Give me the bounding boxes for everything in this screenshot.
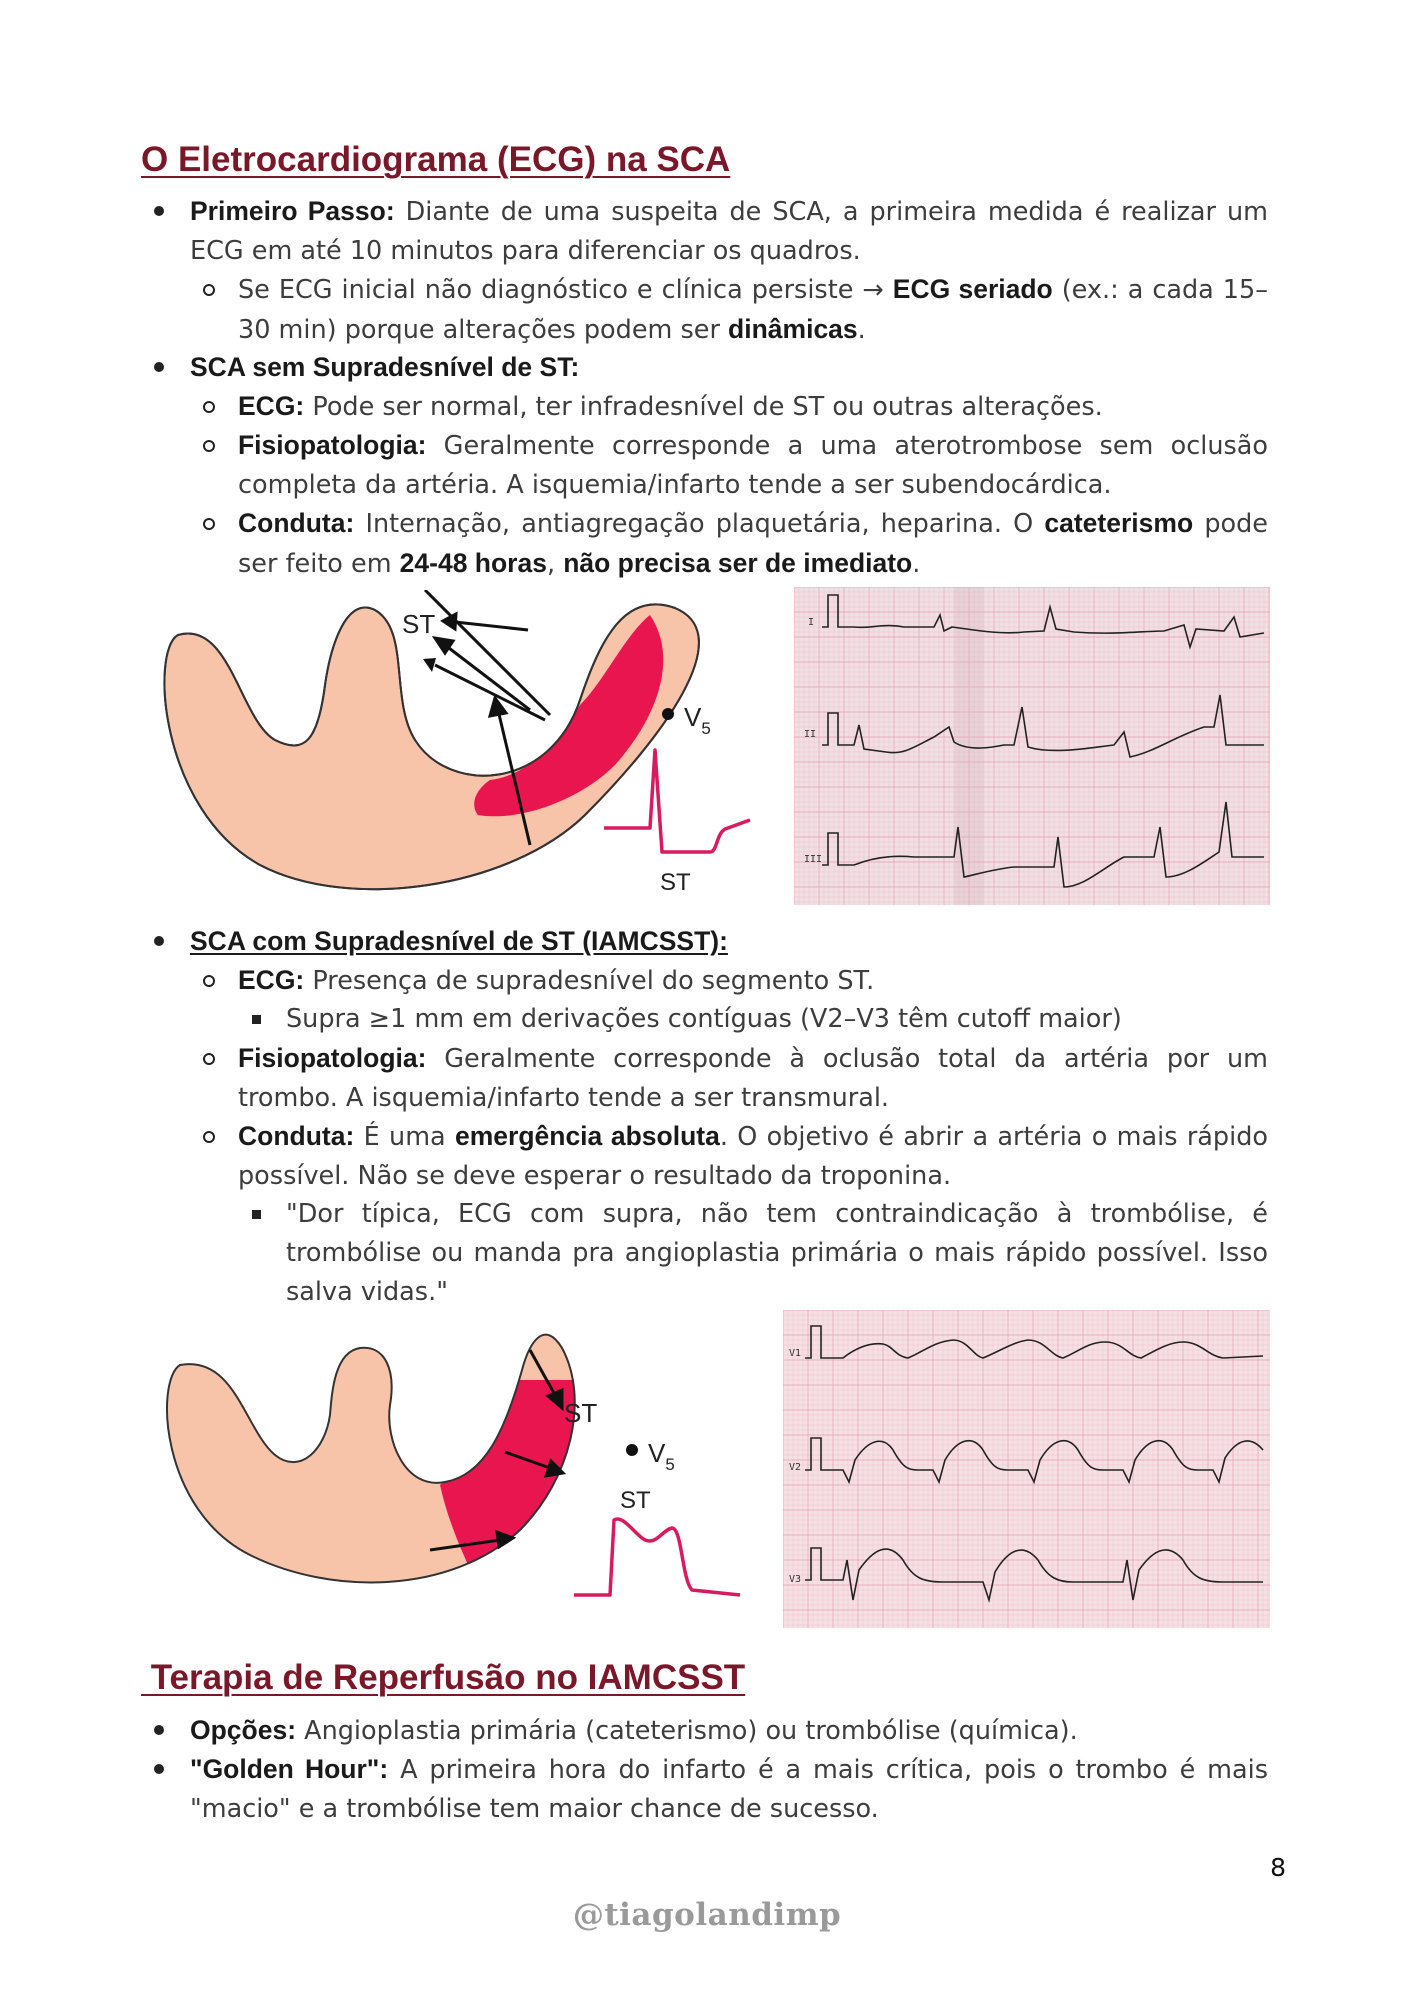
v5-st-depression-waveform xyxy=(600,700,760,900)
ecg-paper xyxy=(783,1310,1270,1628)
bullet-dot xyxy=(154,206,164,216)
bullet-square xyxy=(252,1015,261,1024)
bullet-ring xyxy=(203,1131,215,1143)
paragraph-com-supra-conduta: Conduta: É uma emergência absoluta. O objetivo é abrir a artéria o mais rápido possível. Não se deve esperar o resultado da troponina. xyxy=(238,1121,1268,1191)
bullet-dot xyxy=(154,936,164,946)
st-label: ST xyxy=(564,1398,598,1428)
ecg-strip-stemi xyxy=(783,1310,1270,1628)
page-number: 8 xyxy=(1270,1853,1286,1882)
label-primeiro-passo: Primeiro Passo: xyxy=(190,196,395,226)
paragraph-primeiro-passo xyxy=(190,192,1268,271)
paragraph-sem-supra-conduta: Conduta: Internação, antiagregação plaquetária, heparina. O cateterismo pode ser feito em 24-48 horas, não precisa ser de imediato. xyxy=(238,508,1268,579)
paragraph-opcoes: Opções: Angioplastia primária (cateterismo) ou trombólise (química). xyxy=(190,1715,1078,1746)
electrode-dot xyxy=(626,1444,638,1456)
st-depression-trace xyxy=(604,750,750,852)
section-title-reperfusao: Terapia de Reperfusão no IAMCSST xyxy=(141,1658,746,1697)
paragraph-ecg-seriado: Se ECG inicial não diagnóstico e clínica persiste → ECG seriado (ex.: a cada 15–30 min) porque alterações podem ser dinâmicas. xyxy=(238,274,1268,345)
ecg-paper xyxy=(794,587,1270,905)
v5-st-elevation-waveform xyxy=(570,1430,750,1605)
heading-sca-sem-supra: SCA sem Supradesnível de ST: xyxy=(190,352,580,382)
paragraph-sem-supra-ecg: ECG: Pode ser normal, ter infradesnível de ST ou outras alterações. xyxy=(238,391,1103,422)
st-label-box xyxy=(548,1390,608,1430)
bullet-ring xyxy=(203,401,215,413)
wave-st-label: ST xyxy=(660,869,691,896)
paragraph-com-supra-fisio: Fisiopatologia: Geralmente corresponde à oclusão total da artéria por um trombo. A isquemia/infarto tende a ser transmural. xyxy=(238,1043,1268,1113)
bullet-dot xyxy=(154,362,164,372)
author-handle: @tiagolandimp xyxy=(572,1897,842,1933)
st-elevation-trace xyxy=(574,1519,740,1595)
bullet-ring xyxy=(203,975,215,987)
emphasis-ecg-seriado: ECG seriado xyxy=(892,274,1053,304)
quote-trombolise: "Dor típica, ECG com supra, não tem contraindicação à trombólise, é trombólise ou manda pra angioplastia primária o mais rápido possível. Isso salva vidas." xyxy=(286,1199,1268,1307)
svg-text:I: I xyxy=(808,617,815,628)
ecg-strip-nstemi xyxy=(794,587,1270,905)
paragraph-supra-criteria: Supra ≥1 mm em derivações contíguas (V2–V3 têm cutoff maior) xyxy=(286,1004,1122,1034)
section-title-ecg-sca: O Eletrocardiograma (ECG) na SCA xyxy=(141,140,731,179)
wave-st-label: ST xyxy=(620,1487,651,1514)
bullet-dot xyxy=(154,1764,164,1774)
paragraph-sem-supra-fisio: Fisiopatologia: Geralmente corresponde a uma aterotrombose sem oclusão completa da artéria. A isquemia/infarto tende a ser subendocárdica. xyxy=(238,430,1268,500)
st-label: ST xyxy=(402,609,436,639)
paragraph-golden-hour: "Golden Hour": A primeira hora do infarto é a mais crítica, pois o trombo é mais "macio" e a trombólise tem maior chance de sucesso. xyxy=(190,1754,1268,1824)
text-primeiro-passo: Diante de uma suspeita de SCA, a primeira medida é realizar um ECG em até 10 minutos para diferenciar os quadros. xyxy=(190,197,1268,266)
bullet-square xyxy=(252,1210,261,1219)
bullet-dot xyxy=(154,1725,164,1735)
svg-text:III: III xyxy=(804,854,823,865)
lead-label: $V_5$ xyxy=(648,1438,675,1474)
svg-text:V3: V3 xyxy=(789,1574,802,1585)
lead-label: $V_5$ xyxy=(684,702,711,738)
svg-text:V2: V2 xyxy=(789,1462,802,1473)
bullet-ring xyxy=(203,518,215,530)
svg-text:II: II xyxy=(804,729,817,740)
svg-text:V1: V1 xyxy=(789,1348,802,1359)
bullet-ring xyxy=(203,1053,215,1065)
electrode-dot xyxy=(662,708,674,720)
emphasis-dinamicas: dinâmicas xyxy=(728,314,858,344)
bullet-ring xyxy=(203,440,215,452)
paragraph-com-supra-ecg: ECG: Presença de supradesnível do segmento ST. xyxy=(238,965,875,996)
heading-sca-com-supra: SCA com Supradesnível de ST (IAMCSST): xyxy=(190,926,728,956)
bullet-ring xyxy=(203,284,215,296)
figure-transmural-diagram xyxy=(150,1310,610,1600)
